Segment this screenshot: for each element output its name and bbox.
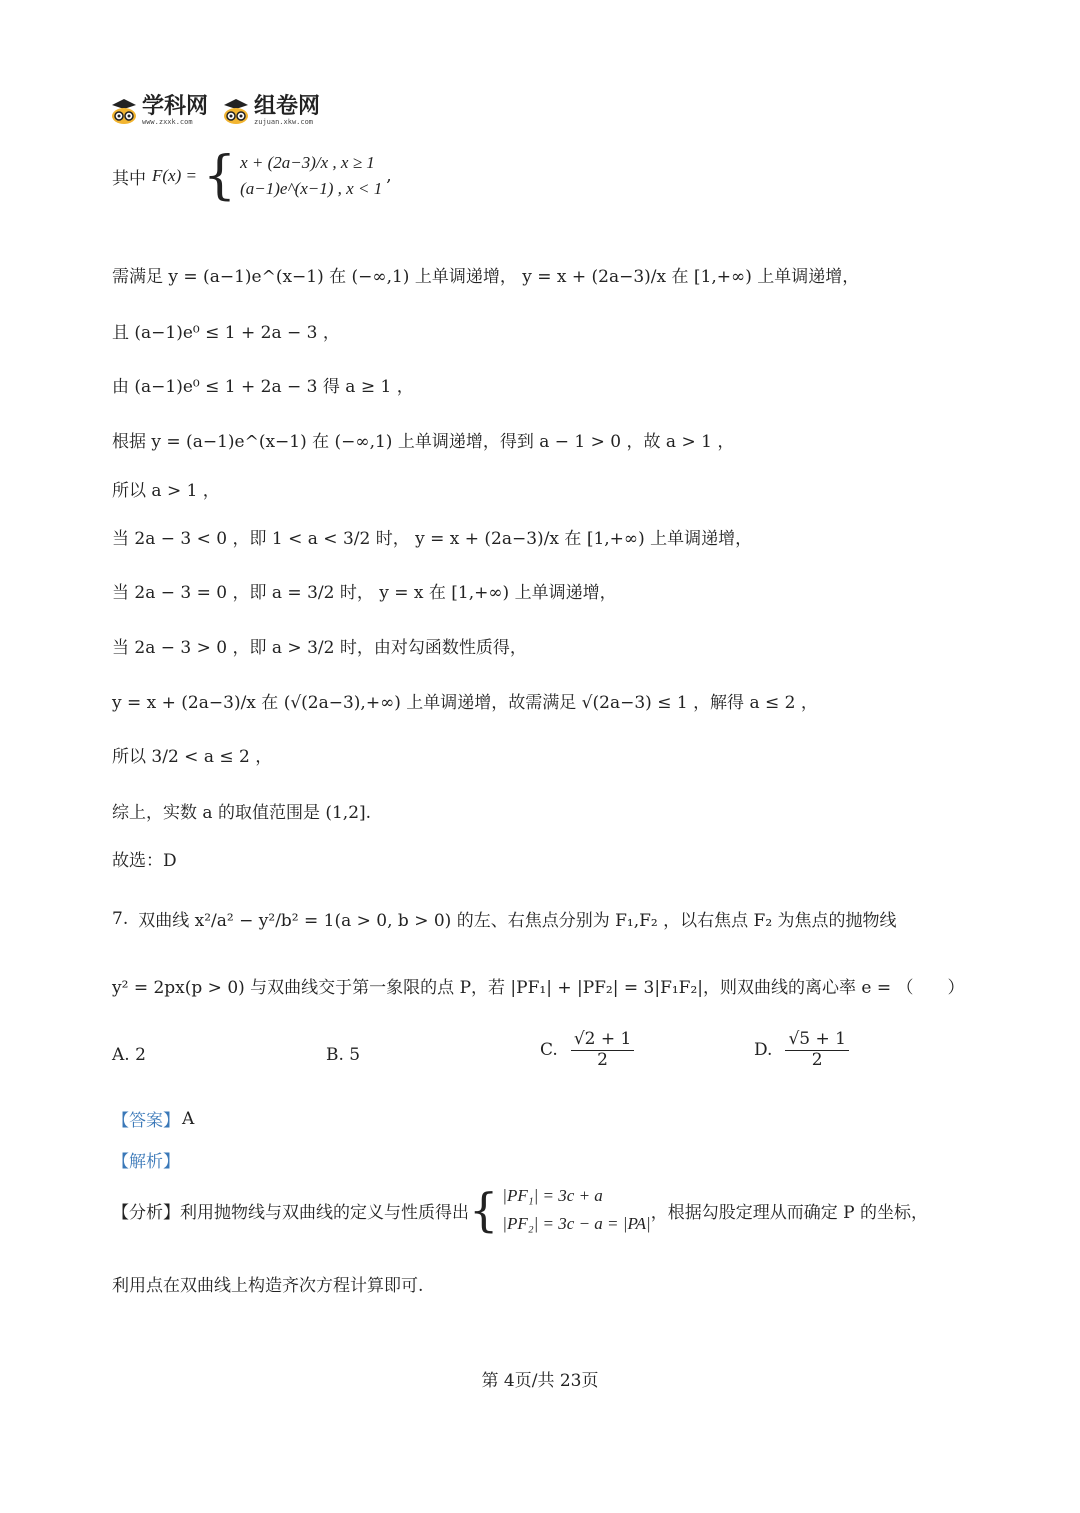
analysis-brace: { bbox=[469, 1183, 499, 1237]
brace: { bbox=[202, 146, 237, 206]
analysis-line-1 bbox=[112, 1183, 928, 1237]
analysis-heading bbox=[112, 1147, 180, 1172]
logo-zxxk-url: www.zxxk.com bbox=[142, 118, 193, 126]
analysis-text-after: ，根据勾股定理从而确定 P 的坐标， bbox=[650, 1202, 928, 1223]
solution-line-2: 需满足 y = (a−1)e^(x−1) 在 (−∞,1) 上单调递增， y = x + (2a−3)/x 在 [1,+∞) 上单调递增， bbox=[112, 267, 860, 287]
option-d-numerator: √5 + 1 bbox=[785, 1030, 849, 1051]
solution-line-11: 所以 3/2 < a ≤ 2 ， bbox=[112, 747, 273, 767]
question-7-line-2: y² = 2px(p > 0) 与双曲线交于第一象限的点 P，若 |PF₁| + |PF₂| = 3|F₁F₂|，则双曲线的离心率 e = （ ） bbox=[112, 978, 965, 998]
option-b[interactable]: B. 5 bbox=[326, 1045, 361, 1065]
solution-line-8: 当 2a − 3 = 0 ，即 a = 3/2 时， y = x 在 [1,+∞) 上单调递增， bbox=[112, 583, 617, 603]
piecewise-definition: 其中 F(x) = { x + (2a−3)/x , x ≥ 1 (a−1)e^(x−1) , x < 1 , bbox=[112, 146, 392, 206]
solution-line-9: 当 2a − 3 > 0 ，即 a > 3/2 时，由对勾函数性质得， bbox=[112, 638, 527, 658]
analysis-system bbox=[502, 1186, 650, 1234]
piece-2: (a−1)e^(x−1) , x < 1 bbox=[240, 179, 383, 198]
function-name: F(x) = bbox=[152, 166, 197, 185]
option-c-numerator: √2 + 1 bbox=[571, 1030, 635, 1051]
option-c-label: C. bbox=[540, 1040, 558, 1061]
piecewise-prefix: 其中 bbox=[112, 168, 146, 189]
logo-zujuan-url: zujuan.xkw.com bbox=[254, 118, 314, 126]
analysis-eq-2: |PF₂| = 3c − a = |PA| bbox=[502, 1214, 651, 1233]
analysis-label: 【解析】 bbox=[112, 1152, 180, 1172]
solution-line-5: 根据 y = (a−1)e^(x−1) 在 (−∞,1) 上单调递增，得到 a − 1 > 0 ，故 a > 1 ， bbox=[112, 432, 735, 452]
answer-label: 【答案】 bbox=[112, 1111, 180, 1131]
option-c-fraction bbox=[571, 1030, 635, 1070]
option-d-label: D. bbox=[754, 1040, 773, 1061]
owl-icon bbox=[110, 97, 138, 125]
logo-zxxk bbox=[110, 96, 208, 126]
header-logos bbox=[110, 96, 320, 126]
solution-line-7: 当 2a − 3 < 0 ，即 1 < a < 3/2 时， y = x + (2a−3)/x 在 [1,+∞) 上单调递增， bbox=[112, 529, 753, 549]
solution-conclusion: 综上，实数 a 的取值范围是 (1,2]. bbox=[112, 803, 372, 823]
question-7-line-1 bbox=[112, 906, 897, 931]
solution-line-10: y = x + (2a−3)/x 在 (√(2a−3),+∞) 上单调递增，故需满足 √(2a−3) ≤ 1 ，解得 a ≤ 2 ， bbox=[112, 693, 818, 713]
logo-zujuan bbox=[222, 96, 320, 126]
owl-icon bbox=[222, 97, 250, 125]
option-a[interactable]: A. 2 bbox=[112, 1045, 146, 1065]
solution-line-4: 由 (a−1)e⁰ ≤ 1 + 2a − 3 得 a ≥ 1 ， bbox=[112, 377, 414, 397]
analysis-text-before: 利用抛物线与双曲线的定义与性质得出 bbox=[180, 1202, 469, 1223]
solution-choice: 故选：D bbox=[112, 851, 177, 871]
option-d-denominator: 2 bbox=[811, 1049, 823, 1070]
page-number: 第 4页/共 23页 bbox=[481, 1371, 599, 1391]
solution-line-3: 且 (a−1)e⁰ ≤ 1 + 2a − 3 ， bbox=[112, 323, 340, 343]
answer-value: A bbox=[182, 1108, 195, 1129]
question-text-1: 双曲线 x²/a² − y²/b² = 1(a > 0, b > 0) 的左、右焦点分别为 F₁,F₂ ，以右焦点 F₂ 为焦点的抛物线 bbox=[138, 911, 897, 931]
answer-line bbox=[112, 1106, 194, 1131]
logo-zujuan-name: 组卷网 bbox=[254, 94, 321, 119]
solution-line-6: 所以 a > 1 ， bbox=[112, 481, 220, 501]
piece-1: x + (2a−3)/x , x ≥ 1 bbox=[240, 153, 375, 172]
analysis-eq-1: |PF₁| = 3c + a bbox=[502, 1186, 603, 1205]
option-c-denominator: 2 bbox=[597, 1049, 608, 1070]
analysis-sub-label: 【分析】 bbox=[112, 1202, 180, 1223]
question-number: 7. bbox=[112, 908, 129, 929]
analysis-line-2: 利用点在双曲线上构造齐次方程计算即可. bbox=[112, 1276, 424, 1296]
piecewise-cases bbox=[240, 153, 382, 199]
option-d[interactable] bbox=[754, 1030, 852, 1070]
logo-zxxk-name: 学科网 bbox=[142, 94, 209, 119]
option-c[interactable] bbox=[540, 1030, 637, 1070]
option-d-fraction bbox=[785, 1030, 849, 1070]
